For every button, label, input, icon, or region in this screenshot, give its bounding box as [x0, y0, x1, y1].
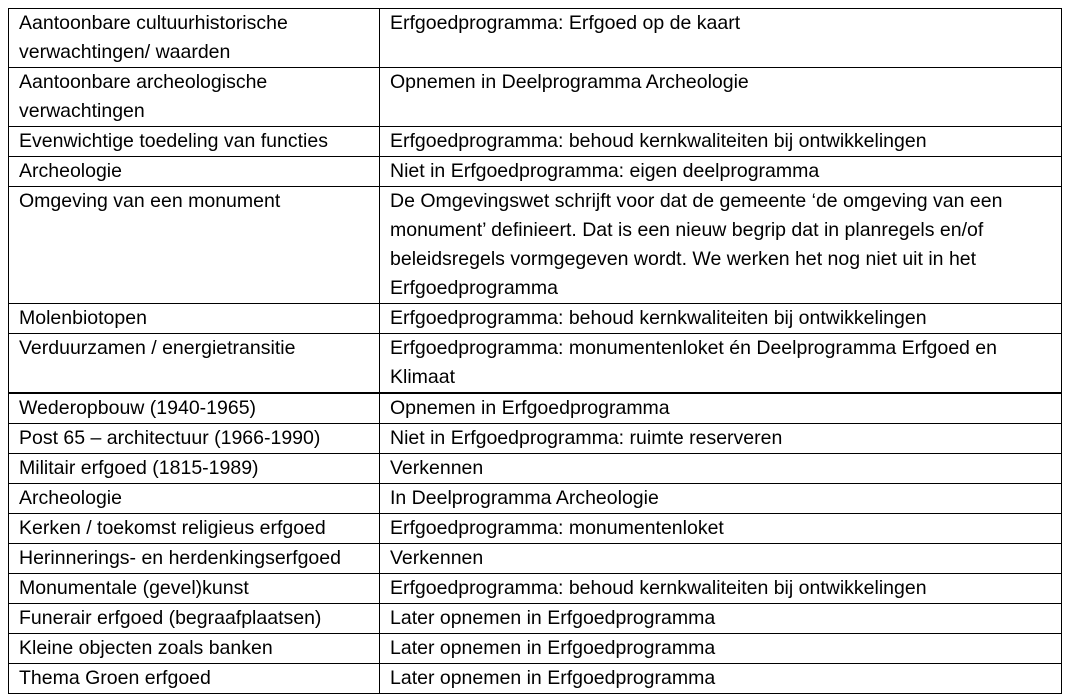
table-body	[9, 9, 1062, 694]
table-row	[9, 187, 1062, 304]
topic-cell: Monumentale (gevel)kunst	[9, 574, 380, 604]
topic-cell: Aantoonbare cultuurhistorische verwachtingen/ waarden	[9, 9, 380, 68]
topic-cell: Kleine objecten zoals banken	[9, 634, 380, 664]
table-row	[9, 334, 1062, 394]
topic-cell: Post 65 – architectuur (1966-1990)	[9, 424, 380, 454]
approach-cell: Erfgoedprogramma: monumentenloket én Deelprogramma Erfgoed en Klimaat	[380, 334, 1062, 394]
table-row	[9, 514, 1062, 544]
table-row	[9, 393, 1062, 424]
table-row	[9, 454, 1062, 484]
table-row	[9, 127, 1062, 157]
topic-cell: Molenbiotopen	[9, 304, 380, 334]
approach-cell: Later opnemen in Erfgoedprogramma	[380, 604, 1062, 634]
approach-cell: Erfgoedprogramma: Erfgoed op de kaart	[380, 9, 1062, 68]
table-row	[9, 157, 1062, 187]
topic-cell: Thema Groen erfgoed	[9, 664, 380, 694]
approach-cell: Erfgoedprogramma: behoud kernkwaliteiten bij ontwikkelingen	[380, 127, 1062, 157]
approach-cell: In Deelprogramma Archeologie	[380, 484, 1062, 514]
table-row	[9, 574, 1062, 604]
approach-cell: Verkennen	[380, 454, 1062, 484]
approach-cell: Verkennen	[380, 544, 1062, 574]
table-row	[9, 424, 1062, 454]
approach-cell: De Omgevingswet schrijft voor dat de gemeente ‘de omgeving van een monument’ definieert. Dat is een nieuw begrip dat in planregels en/of beleidsregels vormgegeven wordt. We werken het nog niet uit in het Erfgoedprogramma	[380, 187, 1062, 304]
topic-cell: Wederopbouw (1940-1965)	[9, 393, 380, 424]
table-row	[9, 634, 1062, 664]
approach-cell: Opnemen in Deelprogramma Archeologie	[380, 68, 1062, 127]
approach-cell: Opnemen in Erfgoedprogramma	[380, 393, 1062, 424]
table-row	[9, 9, 1062, 68]
approach-cell: Niet in Erfgoedprogramma: eigen deelprogramma	[380, 157, 1062, 187]
heritage-topics-table	[8, 8, 1062, 694]
approach-cell: Erfgoedprogramma: behoud kernkwaliteiten bij ontwikkelingen	[380, 304, 1062, 334]
topic-cell: Kerken / toekomst religieus erfgoed	[9, 514, 380, 544]
approach-cell: Erfgoedprogramma: behoud kernkwaliteiten bij ontwikkelingen	[380, 574, 1062, 604]
table-row	[9, 544, 1062, 574]
topic-cell: Herinnerings- en herdenkingserfgoed	[9, 544, 380, 574]
approach-cell: Later opnemen in Erfgoedprogramma	[380, 664, 1062, 694]
approach-cell: Later opnemen in Erfgoedprogramma	[380, 634, 1062, 664]
topic-cell: Funerair erfgoed (begraafplaatsen)	[9, 604, 380, 634]
table-row	[9, 604, 1062, 634]
table-row	[9, 68, 1062, 127]
topic-cell: Omgeving van een monument	[9, 187, 380, 304]
approach-cell: Erfgoedprogramma: monumentenloket	[380, 514, 1062, 544]
topic-cell: Verduurzamen / energietransitie	[9, 334, 380, 394]
topic-cell: Archeologie	[9, 484, 380, 514]
table-row	[9, 304, 1062, 334]
topic-cell: Archeologie	[9, 157, 380, 187]
topic-cell: Evenwichtige toedeling van functies	[9, 127, 380, 157]
topic-cell: Militair erfgoed (1815-1989)	[9, 454, 380, 484]
topic-cell: Aantoonbare archeologische verwachtingen	[9, 68, 380, 127]
table-row	[9, 484, 1062, 514]
approach-cell: Niet in Erfgoedprogramma: ruimte reserveren	[380, 424, 1062, 454]
